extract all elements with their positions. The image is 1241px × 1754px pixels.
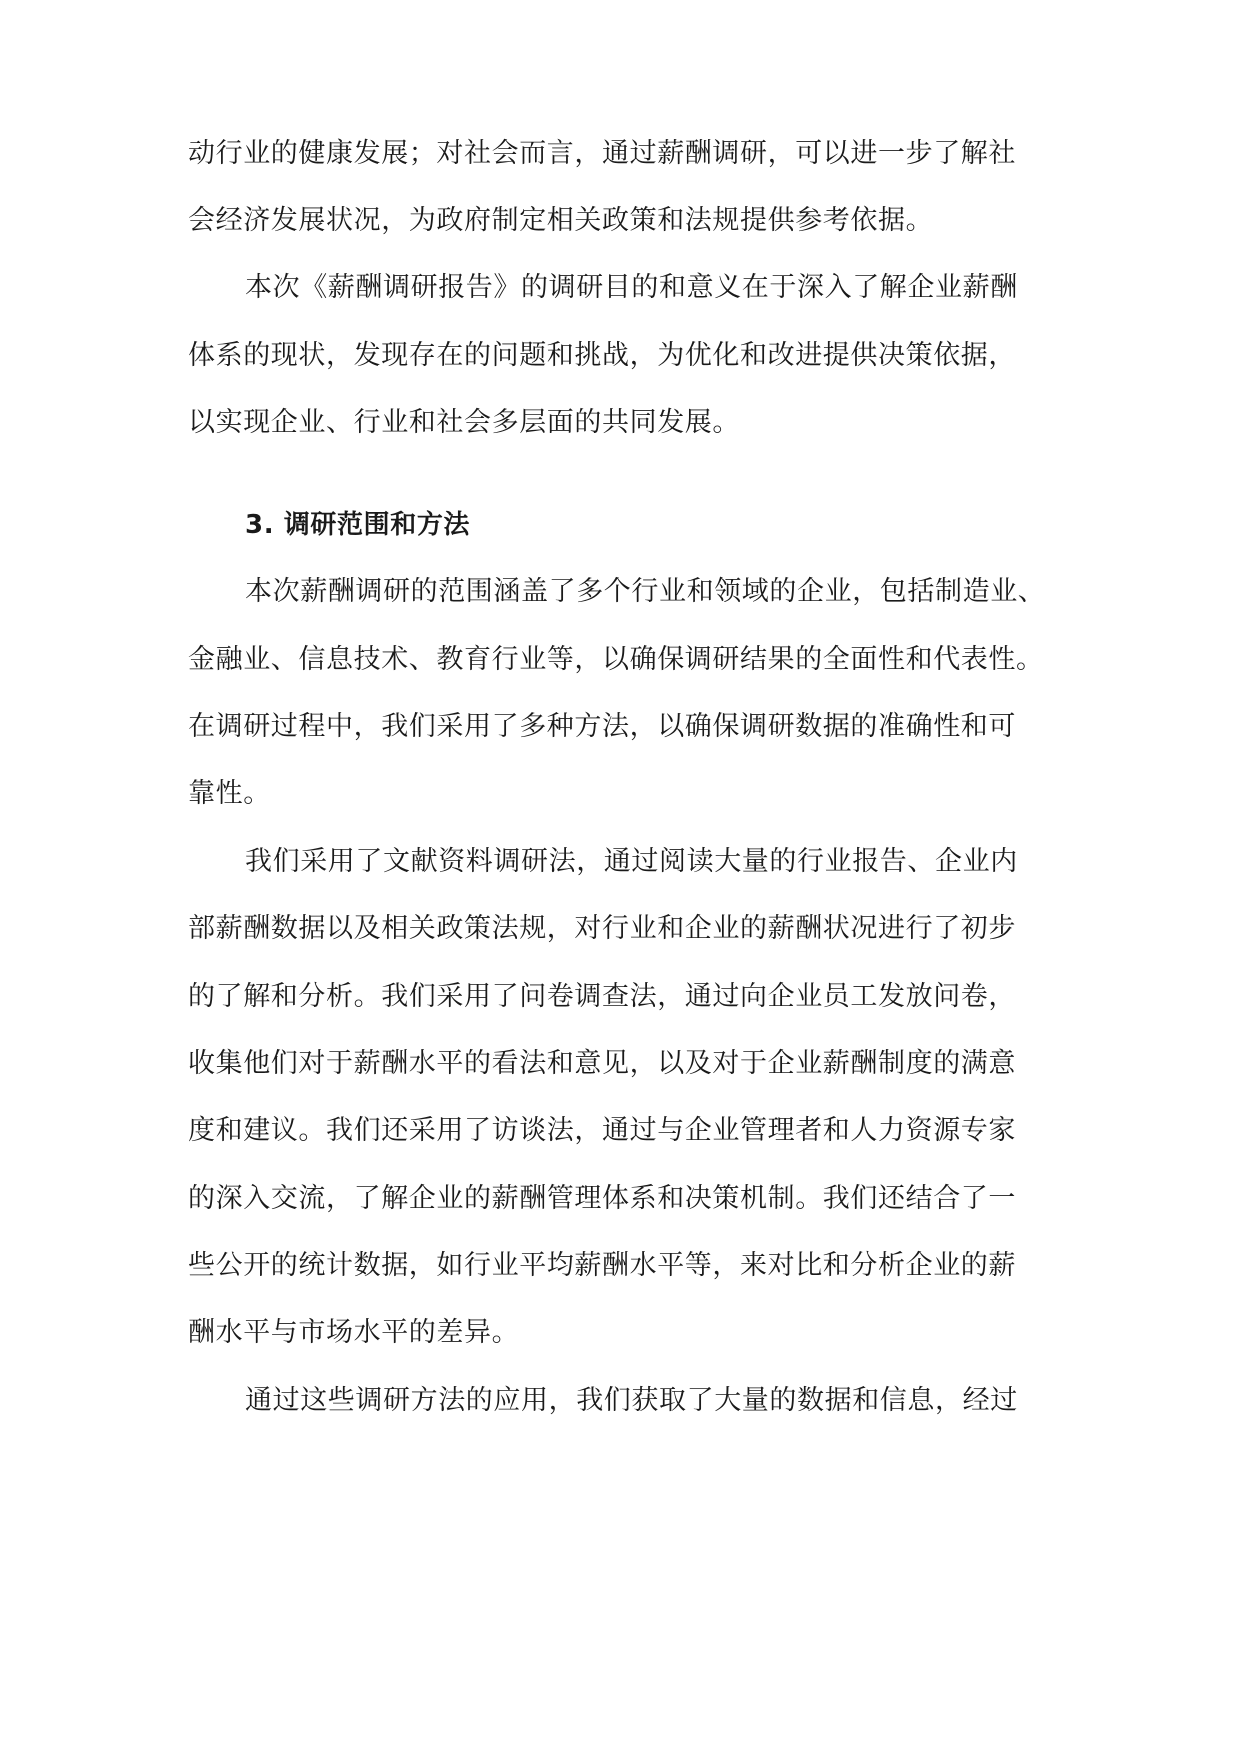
paragraph-line: 体系的现状，发现存在的问题和挑战，为优化和改进提供决策依据， bbox=[188, 340, 1016, 371]
paragraph-line: 以实现企业、行业和社会多层面的共同发展。 bbox=[188, 407, 740, 438]
paragraph-line: 通过这些调研方法的应用，我们获取了大量的数据和信息，经过 bbox=[245, 1385, 1018, 1416]
paragraph-line: 金融业、信息技术、教育行业等，以确保调研结果的全面性和代表性。 bbox=[188, 644, 1044, 675]
paragraph-line: 的深入交流，了解企业的薪酬管理体系和决策机制。我们还结合了一 bbox=[188, 1183, 1016, 1214]
paragraph-line: 动行业的健康发展；对社会而言，通过薪酬调研，可以进一步了解社 bbox=[188, 138, 1016, 169]
paragraph-line: 我们采用了文献资料调研法，通过阅读大量的行业报告、企业内 bbox=[245, 846, 1018, 877]
paragraph-line: 收集他们对于薪酬水平的看法和意见，以及对于企业薪酬制度的满意 bbox=[188, 1048, 1016, 1079]
paragraph-line: 些公开的统计数据，如行业平均薪酬水平等，来对比和分析企业的薪 bbox=[188, 1250, 1016, 1281]
paragraph-line: 靠性。 bbox=[188, 778, 271, 809]
paragraph-line: 部薪酬数据以及相关政策法规，对行业和企业的薪酬状况进行了初步 bbox=[188, 913, 1016, 944]
paragraph-line: 在调研过程中，我们采用了多种方法，以确保调研数据的准确性和可 bbox=[188, 711, 1016, 742]
paragraph-line: 会经济发展状况，为政府制定相关政策和法规提供参考依据。 bbox=[188, 205, 934, 236]
section-heading: 3. 调研范围和方法 bbox=[245, 510, 471, 540]
paragraph-line: 度和建议。我们还采用了访谈法，通过与企业管理者和人力资源专家 bbox=[188, 1115, 1016, 1146]
paragraph-line: 本次《薪酬调研报告》的调研目的和意义在于深入了解企业薪酬 bbox=[245, 272, 1018, 303]
paragraph-line: 本次薪酬调研的范围涵盖了多个行业和领域的企业，包括制造业、 bbox=[245, 576, 1046, 607]
paragraph-line: 的了解和分析。我们采用了问卷调查法，通过向企业员工发放问卷， bbox=[188, 981, 1016, 1012]
paragraph-line: 酬水平与市场水平的差异。 bbox=[188, 1317, 520, 1348]
